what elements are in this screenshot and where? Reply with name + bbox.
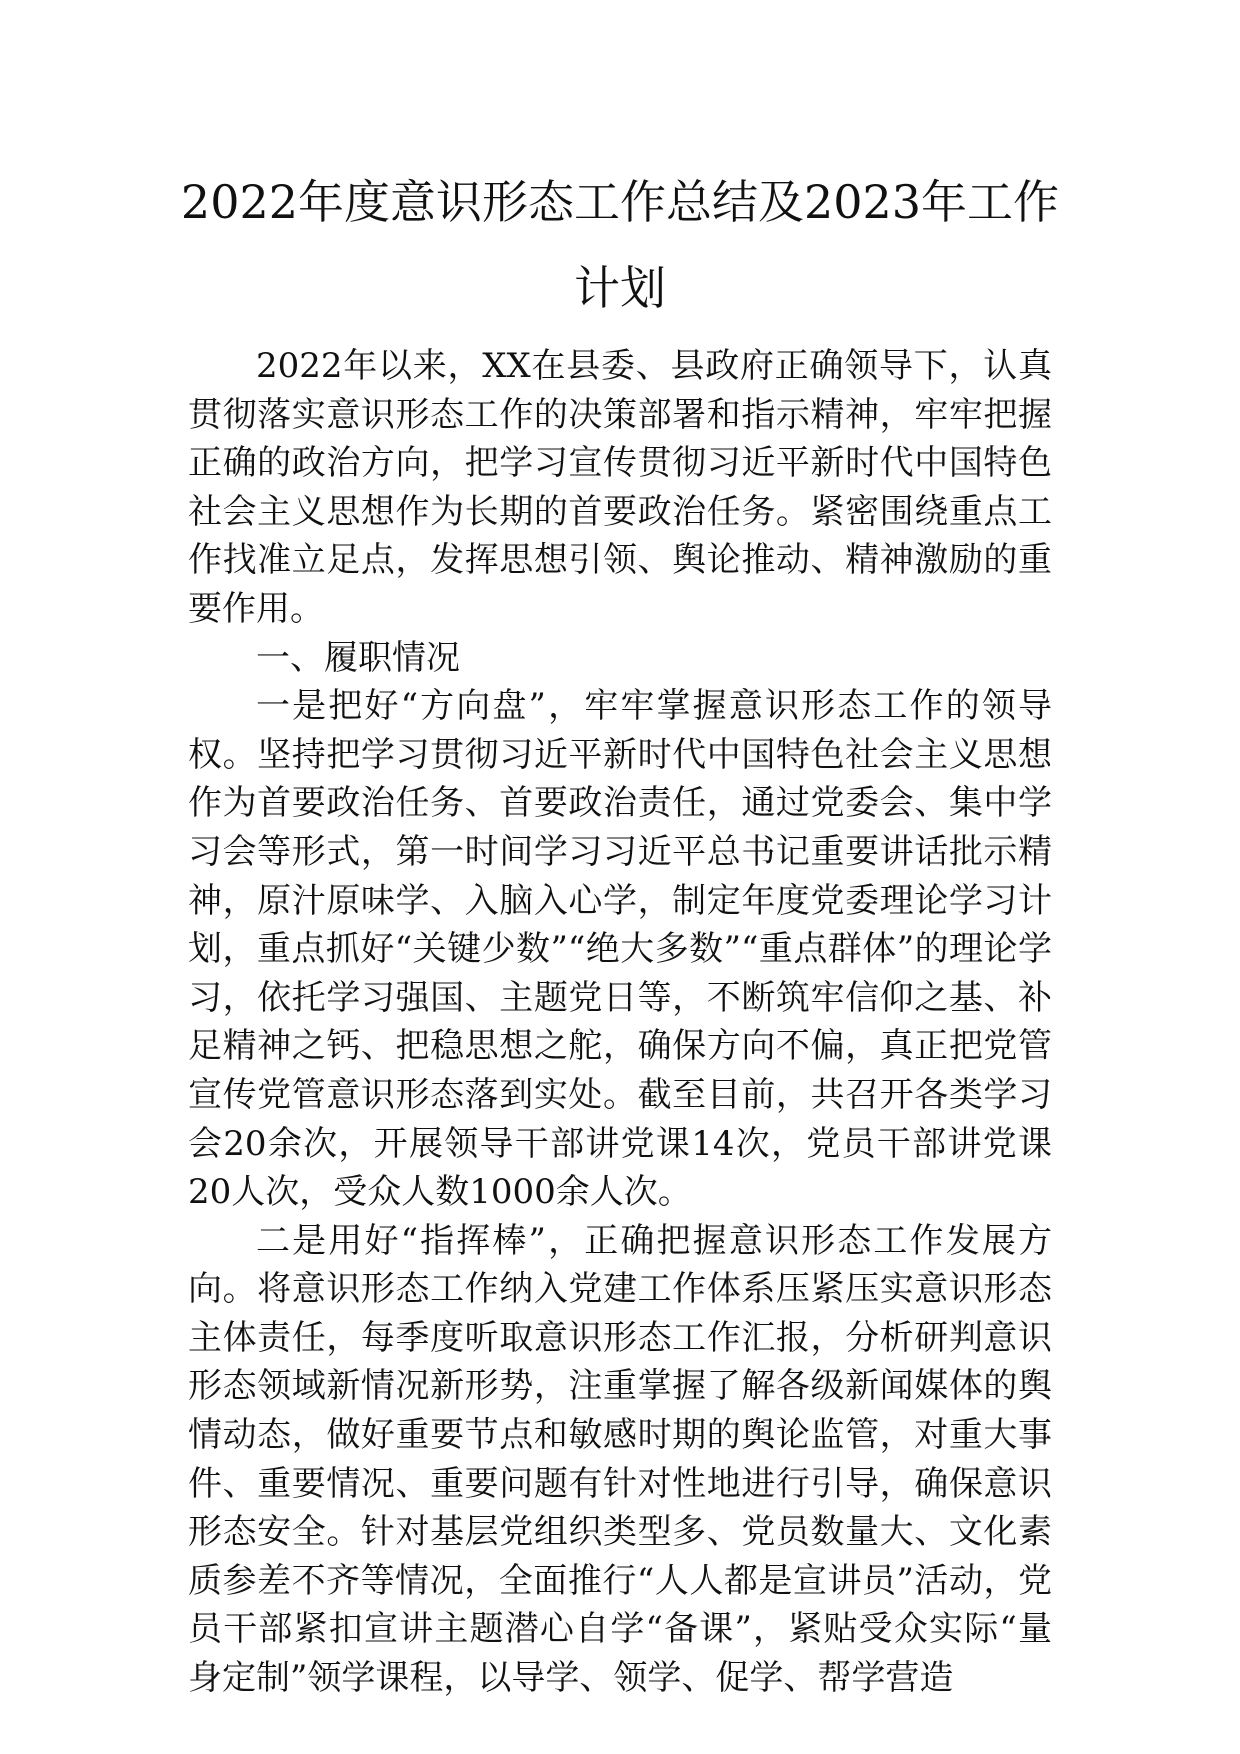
- section-heading: 一、履职情况: [256, 637, 460, 678]
- body-paragraph: 二是用好“指挥棒”，正确把握意识形态工作发展方向。将意识形态工作纳入党建工作体系压紧压实意识形态主体责任，每季度听取意识形态工作汇报，分析研判意识形态领域新情况新形势，注重掌握了解各级新闻媒体的舆情动态，做好重要节点和敏感时期的舆论监管，对重大事件、重要情况、重要问题有针对性地进行引导，确保意识形态安全。针对基层党组织类型多、党员数量大、文化素质参差不齐等情况，全面推行“人人都是宣讲员”活动，党员干部紧扣宣讲主题潜心自学“备课”，紧贴受众实际“量身定制”领学课程，以导学、领学、促学、帮学营造: [188, 1220, 1052, 1699]
- body-paragraph: 一是把好“方向盘”，牢牢掌握意识形态工作的领导权。坚持把学习贯彻习近平新时代中国特色社会主义思想作为首要政治任务、首要政治责任，通过党委会、集中学习会等形式，第一时间学习习近平总书记重要讲话批示精神，原汁原味学、入脑入心学，制定年度党委理论学习计划，重点抓好“关键少数”“绝大多数”“重点群体”的理论学习，依托学习强国、主题党日等，不断筑牢信仰之基、补足精神之钙、把稳思想之舵，确保方向不偏，真正把党管宣传党管意识形态落到实处。截至目前，共召开各类学习会20余次，开展领导干部讲党课14次，党员干部讲党课20人次，受众人数1000余人次。: [188, 686, 1052, 1213]
- document-title-line-2: 计划: [574, 261, 666, 315]
- document-title-line-1: 2022年度意识形态工作总结及2023年工作: [180, 175, 1060, 229]
- intro-paragraph: 2022年以来，XX在县委、县政府正确领导下，认真贯彻落实意识形态工作的决策部署和指示精神，牢牢把握正确的政治方向，把学习宣传贯彻习近平新时代中国特色社会主义思想作为长期的首要政治任务。紧密围绕重点工作找准立足点，发挥思想引领、舆论推动、精神激励的重要作用。: [188, 346, 1052, 629]
- document-body: [188, 342, 1052, 1703]
